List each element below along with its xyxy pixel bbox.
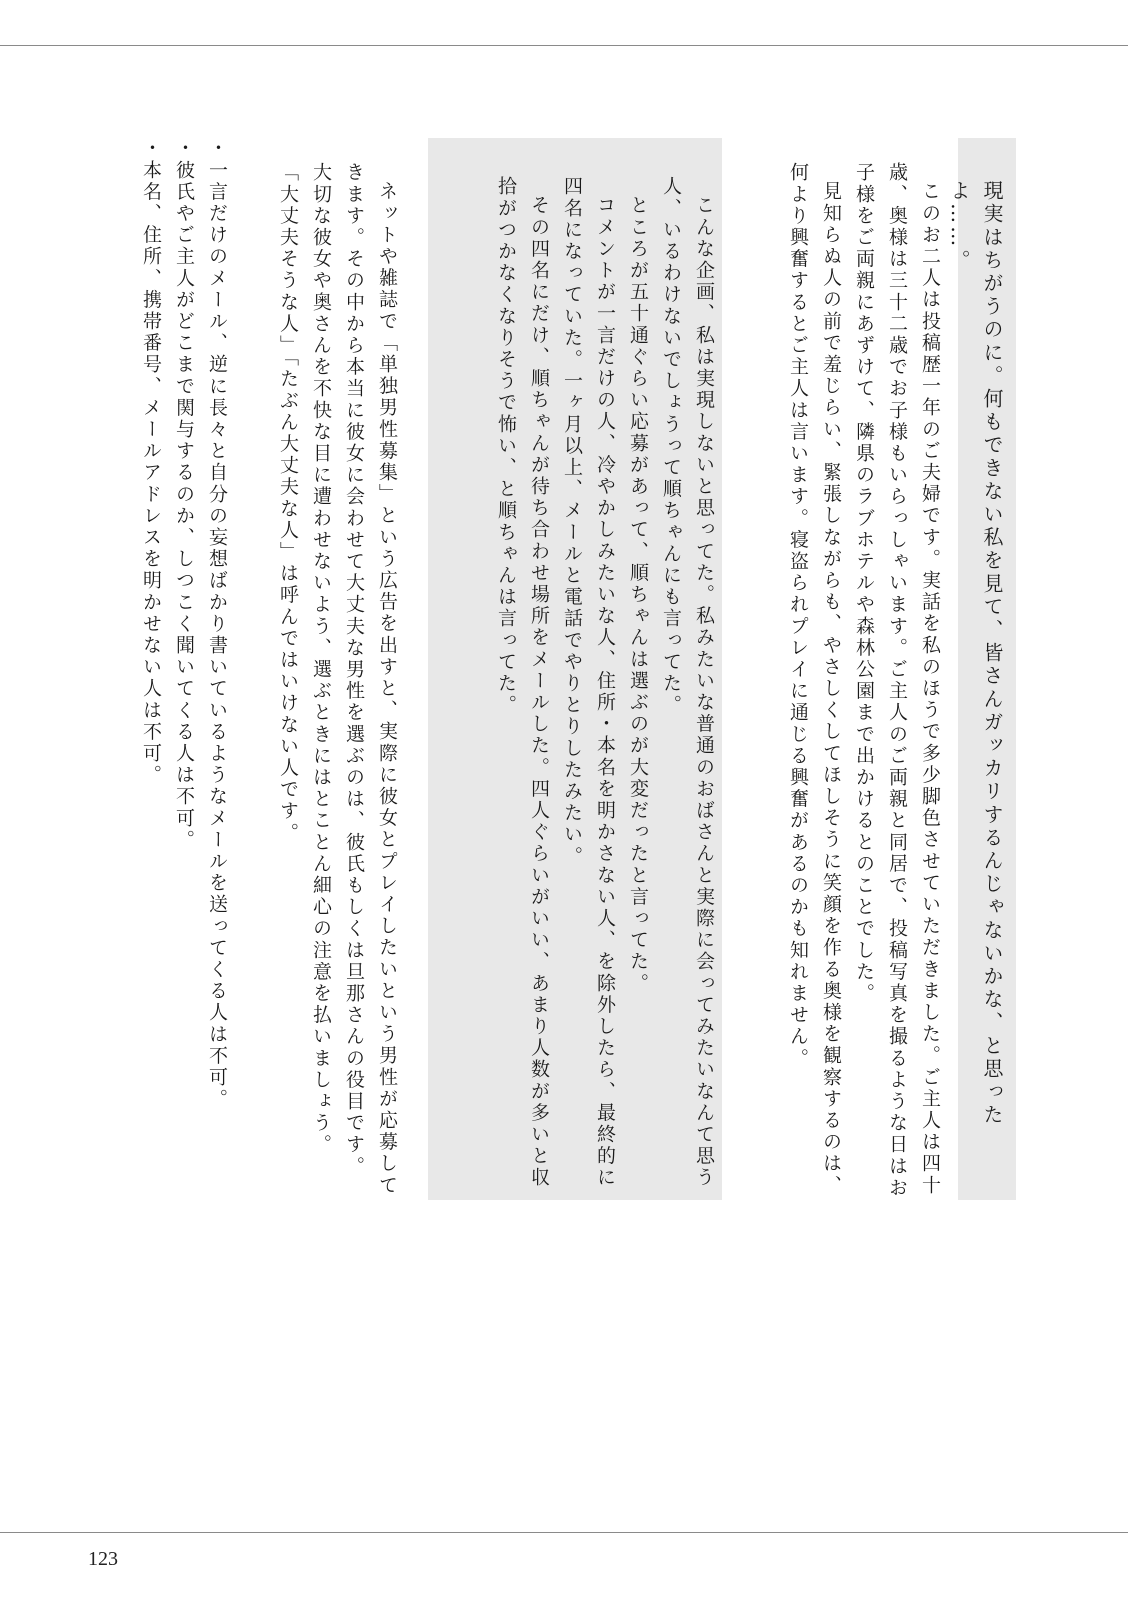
footer-rule	[0, 1532, 1128, 1533]
advice-paragraph-1: ネットや雑誌で「単独男性募集」という広告を出すと、実際に彼女とプレイしたいという男性が応募してきます。その中から本当に彼女に会わせて大丈夫な男性を選ぶのは、彼氏もしくは旦那さんの役目です。	[343, 162, 398, 1197]
heading-text: 現実はちがうのに。何もできない私を見て、皆さんガッカリするんじゃないかな、と思ったよ……。	[947, 180, 1004, 1128]
heading-box	[947, 138, 1016, 1200]
intro-paragraph-1: このお二人は投稿歴一年のご夫婦です。実話を私のほうで多少脚色させていただきました。ご主人は四十歳、奥様は三十二歳でお子様もいらっしゃいます。ご主人のご両親と同居で、投稿写真を撮るような日はお子様をご両親にあずけて、隣県のラブホテルや森林公園まで出かけるとのことでした。	[853, 162, 941, 1199]
intro-paragraph-2: 見知らぬ人の前で羞じらい、緊張しながらも、やさしくしてほしそうに笑顔を作る奥様を観察するのは、何より興奮するとご主人は言います。寝盗られプレイに通じる興奮があるのかも知れません。	[787, 162, 842, 1197]
quote-paragraph-4: その四名にだけ、順ちゃんが待ち合わせ場所をメールした。四人ぐらいがいい、あまり人数が多いと収拾がつかなくなりそうで怖い、と順ちゃんは言ってた。	[495, 176, 550, 1189]
quote-paragraph-3: コメントが一言だけの人、冷やかしみたいな人、住所・本名を明かさない人、を除外したら、最終的に四名になっていた。一ヶ月以上、メールと電話でやりとりしたみたい。	[561, 176, 616, 1189]
rule-item: ・一言だけのメール、逆に長々と自分の妄想ばかり書いているようなメールを送ってくる人は不可。	[206, 138, 228, 1110]
header-rule	[0, 45, 1128, 46]
intro-section	[750, 138, 948, 1200]
advice-section	[255, 138, 405, 1200]
rules-list	[110, 138, 235, 1200]
quote-paragraph-1: こんな企画、私は実現しないと思ってた。私みたいな普通のおばさんと実際に会ってみたいなんて思う人、いるわけないでしょうって順ちゃんにも言ってた。	[660, 176, 715, 1189]
rule-item: ・彼氏やご主人がどこまで関与するのか、しつこく聞いてくる人は不可。	[173, 138, 195, 851]
advice-paragraph-2: 大切な彼女や奥さんを不快な目に遭わせないよう、選ぶときにはとことん細心の注意を払いましょう。	[310, 162, 332, 1156]
quote-paragraph-2: ところが五十通ぐらい応募があって、順ちゃんは選ぶのが大変だったと言ってた。	[627, 195, 649, 995]
advice-paragraph-3: 「大丈夫そうな人」「たぶん大丈夫な人」は呼んではいけない人です。	[277, 162, 299, 844]
page-number: 123	[88, 1548, 118, 1570]
rule-item: ・本名、住所、携帯番号、メールアドレスを明かせない人は不可。	[140, 138, 162, 786]
quote-box	[428, 138, 722, 1200]
